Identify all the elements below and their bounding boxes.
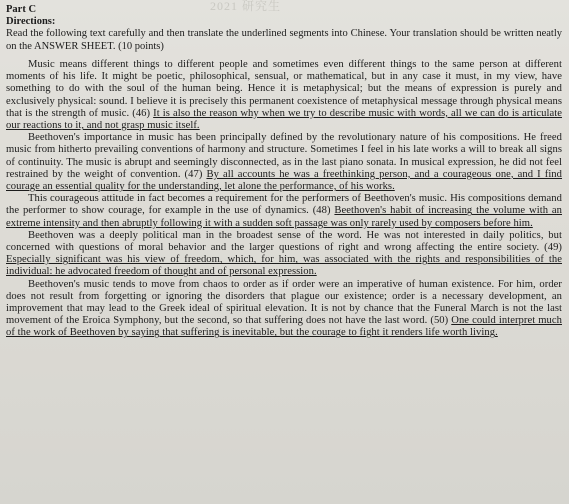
paragraph-2 xyxy=(6,132,562,193)
paragraph-3 xyxy=(6,193,562,230)
underlined-segment-46: It is also the reason why when we try to describe music with words, all we can do is articulate our reactions to it, and not grasp music itself. xyxy=(6,107,562,132)
paragraph-text: Music means different things to different people and sometimes even different things to the same person at different moments of his life. It might be poetic, philosophical, sensual, or mathematical, but in any case it must, in my view, have something to do with the soul of the human being. Hence it is metaphysical; but the means of expression is purely and exclusively physical: sound. I believe it is precisely this permanent coexistence of metaphysical message through physical means that is the strength of music. (46) xyxy=(6,59,562,119)
bleed-through-text: 2021 研究生 xyxy=(210,0,282,13)
part-title: Part C xyxy=(6,4,37,15)
paragraph-text: Beethoven's importance in music has been principally defined by the revolutionary nature of his compositions. He freed music from hitherto prevailing conventions of harmony and structure. Sometimes I feel in his late works a will to break all signs of continuity. The music is abrupt and seemingly disconnected, as in the last piano sonata. In musical expression, he did not feel restrained by the weight of convention. (47) xyxy=(6,132,562,180)
underlined-segment-48: Beethoven's habit of increasing the volume with an extreme intensity and then abruptly following it with a sudden soft passage was only rarely used by composers before him. xyxy=(6,205,562,229)
paragraph-text: Beethoven's music tends to move from chaos to order as if order were an imperative of human existence. For him, order does not result from forgetting or ignoring the disorders that plague our existence; order is a necessary development, an improvement that may lead to the Greek ideal of spiritual elevation. It is not by chance that the Funeral March is not the last movement of the Eroica Symphony, but the second, so that suffering does not have the last word. (50) xyxy=(6,278,562,327)
exam-section xyxy=(6,4,562,340)
paragraph-1 xyxy=(6,59,562,132)
underlined-segment-50: One could interpret much of the work of Beethoven by saying that suffering is inevitable, but the courage to fight it renders life worth living. xyxy=(6,315,562,339)
paragraph-4 xyxy=(6,230,562,279)
underlined-segment-49: Especially significant was his view of freedom, which, for him, was associated with the rights and responsibilities of the individual: he advocated freedom of thought and of personal expression. xyxy=(6,254,562,278)
directions-text: Read the following text carefully and then translate the underlined segments into Chinese. Your translation should be written neatly on the ANSWER SHEET. (10 points) xyxy=(6,28,562,52)
directions-label: Directions: xyxy=(6,16,56,27)
paragraph-5 xyxy=(6,279,562,340)
paragraph-text: Beethoven was a deeply political man in the broadest sense of the word. He was not interested in daily politics, but concerned with questions of moral behavior and the larger questions of right and wrong affecting the entire society. (49) xyxy=(6,229,562,254)
underlined-segment-47: By all accounts he was a freethinking person, and a courageous one, and I find courage an essential quality for the understanding, let alone the performance, of his works. xyxy=(6,168,563,193)
paragraph-text: This courageous attitude in fact becomes a requirement for the performers of Beethoven's music. His compositions demand the performer to show courage, for example in the use of dynamics. (48) xyxy=(6,193,562,217)
